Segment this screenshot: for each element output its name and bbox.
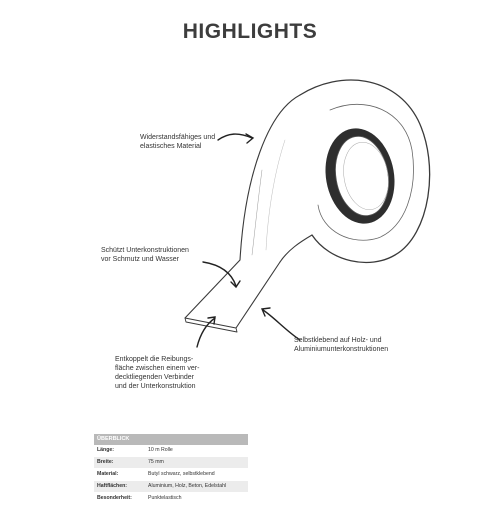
roll-core [318, 123, 402, 229]
table-row [94, 469, 248, 481]
overview-table [94, 434, 248, 505]
annotation-decouple: Entkoppelt die Reibungs- fläche zwischen einem ver- decktliegenden Verbinder und der Unterkonstruktion [115, 356, 200, 390]
row-label: Breite: [94, 457, 145, 468]
row-value: Butyl schwarz, selbstklebend [148, 471, 215, 477]
row-value: 10 m Rolle [148, 447, 173, 453]
table-row [94, 457, 248, 469]
row-label: Besonderheit: [94, 493, 145, 504]
annotation-resistant: Widerstandsfähiges und elastisches Material [140, 134, 216, 150]
row-value: Aluminium, Holz, Beton, Edelstahl [145, 481, 248, 492]
table-row [94, 493, 248, 505]
overview-table-header: ÜBERBLICK [94, 434, 248, 445]
row-label: Material: [94, 469, 145, 480]
row-label: Haftflächen: [94, 481, 145, 492]
row-value: 75 mm [145, 457, 248, 468]
page-title: HIGHLIGHTS [182, 20, 318, 43]
table-row [94, 445, 248, 457]
table-row [94, 481, 248, 493]
annotation-adhesive: Selbstklebend auf Holz- und Aluminiumunterkonstruktionen [294, 337, 389, 353]
row-label: Länge: [94, 445, 145, 456]
annotation-protect: Schützt Unterkonstruktionen vor Schmutz und Wasser [101, 247, 189, 263]
row-value: Punktelastisch [148, 495, 182, 501]
